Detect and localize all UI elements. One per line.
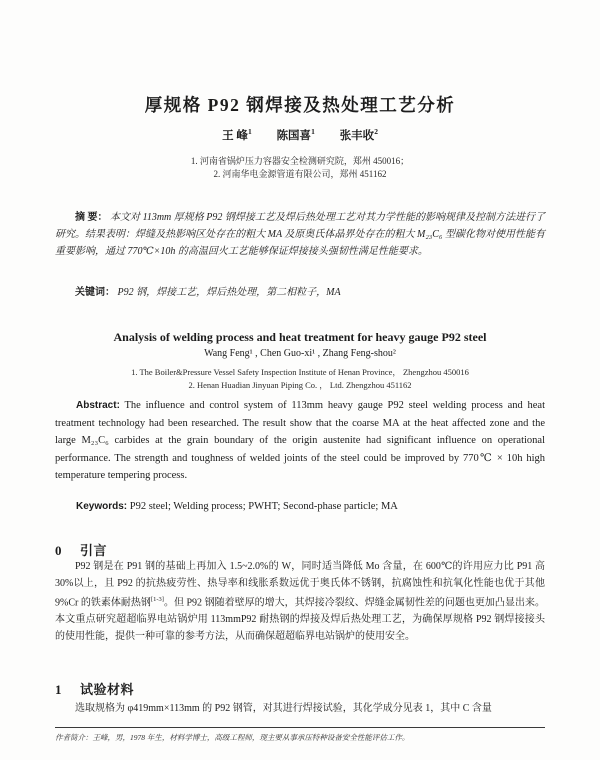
abstract-text-cn: 本文对 113mm 厚规格 P92 钢焊接工艺及焊后热处理工艺对其力学性能的影响规律及控制方法进行了研究。结果表明：焊缝及热影响区处存在的粗大 MA 及原奥氏体晶界处存在的粗大 M₂₃C₆ 型碳化物对使用性能有重要影响，通过 770℃×10h 的高温回火工艺能够保证焊接接头强韧性满足性能要求。 bbox=[55, 212, 546, 257]
abstract-label-en: Abstract: bbox=[76, 400, 120, 411]
author-affiliation-mark: 1 bbox=[311, 127, 315, 137]
keywords-cn bbox=[55, 283, 545, 298]
section-number: 0 bbox=[55, 543, 62, 558]
section-heading-materials bbox=[55, 679, 545, 698]
paper-title-en: Analysis of welding process and heat treatment for heavy gauge P92 steel bbox=[113, 330, 487, 344]
abstract-en bbox=[55, 397, 545, 485]
abstract-cn bbox=[55, 209, 545, 260]
authors-line-en: Wang Feng¹ , Chen Guo-xi¹ , Zhang Feng-shou² bbox=[204, 348, 396, 359]
abstract-text-en: The influence and control system of 113mm heavy gauge P92 steel welding process and heat treatment technology had been researched. The result show that the coarse MA at the heat affected zone and the large M₂₃C₆ carbides at the grain boundary of the origin austenite had significant influence on operational performance. The strength and toughness of welded joints of the steel could be improved by 770℃ × 10h high temperature tempering process. bbox=[55, 400, 545, 481]
keywords-text-cn: P92 钢，焊接工艺，焊后热处理，第二相粒子，MA bbox=[117, 287, 341, 298]
section-title: 试验材料 bbox=[80, 682, 135, 697]
author-cn: 陈国喜$^1$ bbox=[276, 127, 315, 142]
affiliation-line: 2. Henan Huadian Jinyuan Piping Co. ， Ltd. Zhengzhou 451162 bbox=[188, 379, 412, 390]
introduction-paragraph bbox=[55, 559, 545, 645]
author-affiliation-mark: 1 bbox=[247, 127, 252, 137]
author-affiliation-mark: 2 bbox=[374, 127, 378, 137]
materials-paragraph: 选取规格为 φ419mm×113mm 的 P92 钢管，对其进行焊接试验，其化学成分见表 1，其中 C 含量 bbox=[75, 703, 492, 714]
footnote-divider bbox=[55, 727, 545, 728]
author-cn: 张丰收$^2$ bbox=[339, 127, 378, 142]
keywords-en bbox=[55, 501, 545, 512]
reference-superscript: [1-3] bbox=[150, 596, 164, 604]
affiliation-line: 1. The Boiler&Pressure Vessel Safety Inspection Institute of Henan Province， Zhengzhou 450016 bbox=[131, 367, 469, 377]
section-heading-introduction bbox=[55, 540, 545, 559]
author-bio-footnote: 作者简介：王峰，男，1978 年生，材料学博士，高级工程师，现主要从事承压特种设备安全性能评估工作。 bbox=[55, 733, 410, 742]
affiliations-cn bbox=[0, 155, 600, 181]
affiliation-line: 2. 河南华电金源管道有限公司，郑州 451162 bbox=[213, 169, 387, 179]
affiliation-line: 1. 河南省锅炉压力容器安全检测研究院，郑州 450016； bbox=[190, 156, 410, 166]
section-title: 引言 bbox=[80, 543, 108, 558]
keywords-label-cn: 关键词： bbox=[75, 287, 115, 298]
affiliations-en bbox=[0, 366, 600, 391]
section-number: 1 bbox=[55, 682, 62, 697]
authors-line-cn bbox=[0, 127, 600, 143]
keywords-text-en: P92 steel; Welding process; PWHT; Second-phase particle; MA bbox=[129, 501, 398, 512]
keywords-label-en: Keywords: bbox=[76, 501, 128, 512]
author-cn: 王 峰$^1$ bbox=[222, 127, 252, 142]
intro-text-part1: P92 钢是在 P91 钢的基础上再加入 1.5~2.0%的 W，同时适当降低 Mo 含量，在 600℃的许用应力比 P91 高 30%以上，且 P92 的抗热疲劳性、热导率和线胀系数远优于奥氏体不锈钢，抗腐蚀性和抗氧化性能也优于其他 9%Cr 的铁素体耐热钢 bbox=[55, 561, 545, 609]
intro-text-part2: 。但 P92 钢随着壁厚的增大，其焊接冷裂纹、焊缝金属韧性差的问题也更加凸显出来。本文重点研究超超临界电站锅炉用 113mmP92 耐热钢的焊接及焊后热处理工艺，为确保厚规格 P92 钢焊接接头的使用性能，提供一种可靠的参考方法，从而确保超超临界电站锅炉的使用安全。 bbox=[55, 597, 545, 642]
paper-title-cn: 厚规格 P92 钢焊接及热处理工艺分析 bbox=[144, 95, 456, 115]
abstract-label-cn: 摘 要： bbox=[75, 212, 108, 223]
